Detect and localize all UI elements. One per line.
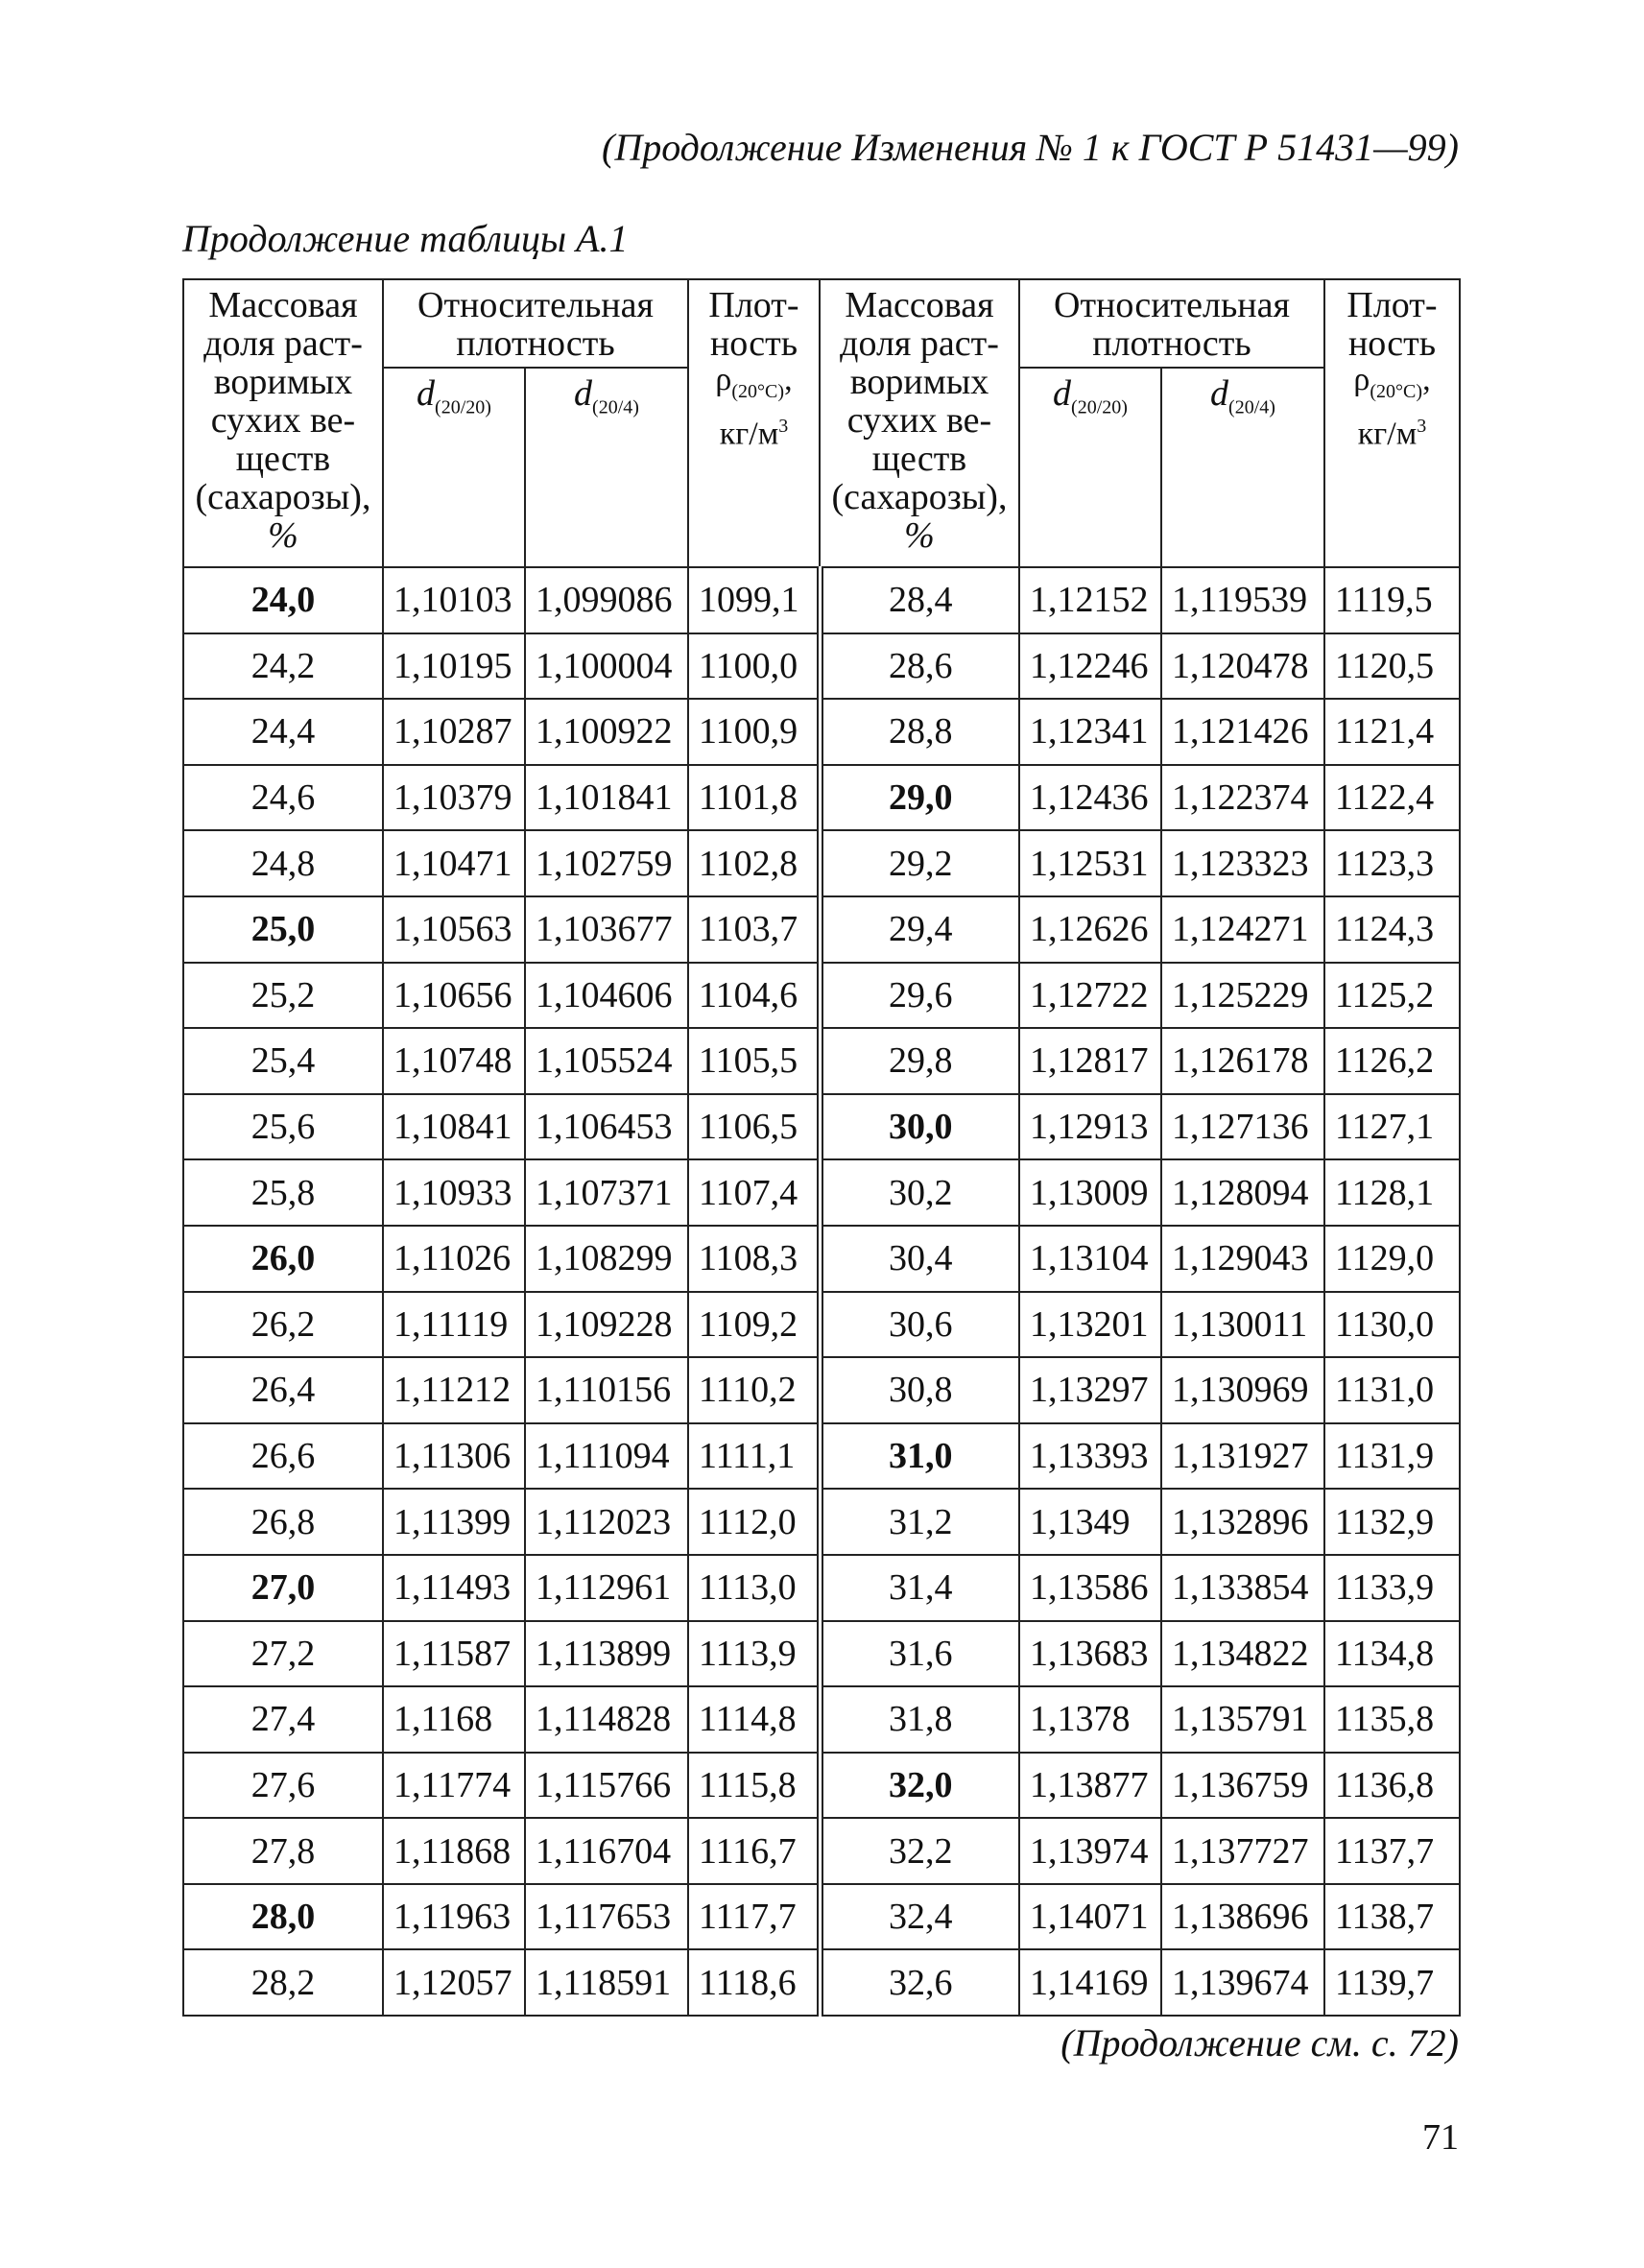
mass-fraction-cell: 30,2 — [820, 1159, 1019, 1226]
d2020-cell: 1,12436 — [1019, 765, 1161, 831]
d2020-cell: 1,10471 — [383, 830, 525, 896]
density-cell: 1109,2 — [688, 1292, 820, 1358]
density-cell: 1111,1 — [688, 1423, 820, 1490]
d204-cell: 1,100922 — [525, 699, 688, 765]
density-cell: 1130,0 — [1324, 1292, 1460, 1358]
density-unit-power: 3 — [778, 415, 789, 437]
density-cell: 1136,8 — [1324, 1753, 1460, 1819]
density-cell: 1115,8 — [688, 1753, 820, 1819]
d2020-cell: 1,13393 — [1019, 1423, 1161, 1490]
d204-cell: 1,101841 — [525, 765, 688, 831]
table-row — [183, 1884, 1460, 1950]
d2020-cell: 1,11399 — [383, 1489, 525, 1555]
density-cell: 1132,9 — [1324, 1489, 1460, 1555]
mass-fraction-cell: 30,6 — [820, 1292, 1019, 1358]
mass-fraction-cell: 24,2 — [183, 633, 383, 700]
mass-fraction-cell: 28,0 — [183, 1884, 383, 1950]
d204-cell: 1,118591 — [525, 1949, 688, 2016]
mass-fraction-cell: 32,0 — [820, 1753, 1019, 1819]
table-row — [183, 1818, 1460, 1884]
mass-fraction-cell: 28,8 — [820, 699, 1019, 765]
d204-cell: 1,104606 — [525, 963, 688, 1029]
table-row — [183, 1094, 1460, 1160]
col-relative-density-left: Относительная плотность — [383, 279, 688, 368]
mass-fraction-cell: 26,6 — [183, 1423, 383, 1490]
d204-cell: 1,110156 — [525, 1357, 688, 1423]
density-cell: 1118,6 — [688, 1949, 820, 2016]
d204-cell: 1,109228 — [525, 1292, 688, 1358]
mass-fraction-cell: 27,0 — [183, 1555, 383, 1621]
mass-fraction-cell: 30,4 — [820, 1226, 1019, 1292]
d2020-subscript: (20/20) — [435, 396, 491, 418]
d204-cell: 1,103677 — [525, 896, 688, 963]
d2020-cell: 1,11493 — [383, 1555, 525, 1621]
d204-cell: 1,127136 — [1161, 1094, 1324, 1160]
table-row — [183, 1159, 1460, 1226]
table-row — [183, 765, 1460, 831]
mass-fraction-header-line: воримых — [213, 362, 353, 402]
d2020-cell: 1,1378 — [1019, 1686, 1161, 1753]
d2020-cell: 1,10379 — [383, 765, 525, 831]
d204-cell: 1,139674 — [1161, 1949, 1324, 2016]
d204-cell: 1,135791 — [1161, 1686, 1324, 1753]
table-row — [183, 699, 1460, 765]
density-cell: 1127,1 — [1324, 1094, 1460, 1160]
d2020-cell: 1,10748 — [383, 1028, 525, 1094]
d2020-cell: 1,1168 — [383, 1686, 525, 1753]
d2020-cell: 1,12913 — [1019, 1094, 1161, 1160]
mass-fraction-cell: 24,6 — [183, 765, 383, 831]
d204-cell: 1,099086 — [525, 567, 688, 633]
d204-cell: 1,121426 — [1161, 699, 1324, 765]
density-cell: 1126,2 — [1324, 1028, 1460, 1094]
mass-fraction-header-line: сухих ве- — [846, 400, 992, 441]
d204-cell: 1,126178 — [1161, 1028, 1324, 1094]
d204-cell: 1,138696 — [1161, 1884, 1324, 1950]
density-cell: 1129,0 — [1324, 1226, 1460, 1292]
mass-fraction-cell: 29,0 — [820, 765, 1019, 831]
mass-fraction-cell: 27,6 — [183, 1753, 383, 1819]
density-cell: 1119,5 — [1324, 567, 1460, 633]
d204-cell: 1,119539 — [1161, 567, 1324, 633]
d204-cell: 1,136759 — [1161, 1753, 1324, 1819]
density-unit: кг/м — [1357, 416, 1418, 452]
mass-fraction-cell: 32,2 — [820, 1818, 1019, 1884]
density-cell: 1106,5 — [688, 1094, 820, 1160]
mass-fraction-cell: 31,4 — [820, 1555, 1019, 1621]
density-cell: 1101,8 — [688, 765, 820, 831]
mass-fraction-cell: 26,0 — [183, 1226, 383, 1292]
d2020-cell: 1,13297 — [1019, 1357, 1161, 1423]
mass-fraction-cell: 24,4 — [183, 699, 383, 765]
density-cell: 1133,9 — [1324, 1555, 1460, 1621]
col-density-right: Плот- ность $\rho_{(20^\circ С)}$, $кг/м^3$ — [1324, 279, 1460, 567]
density-cell: 1137,7 — [1324, 1818, 1460, 1884]
density-header-line: ность — [1347, 323, 1437, 364]
table-row — [183, 1423, 1460, 1490]
mass-fraction-cell: 25,2 — [183, 963, 383, 1029]
d2020-cell: 1,10841 — [383, 1094, 525, 1160]
mass-fraction-header-line: Массовая — [845, 285, 994, 325]
table-row — [183, 1292, 1460, 1358]
d2020-cell: 1,13009 — [1019, 1159, 1161, 1226]
d2020-cell: 1,12057 — [383, 1949, 525, 2016]
density-cell: 1120,5 — [1324, 633, 1460, 700]
d204-cell: 1,130969 — [1161, 1357, 1324, 1423]
mass-fraction-header-line: (сахарозы), — [831, 477, 1008, 517]
d204-cell: 1,112961 — [525, 1555, 688, 1621]
d204-cell: 1,111094 — [525, 1423, 688, 1490]
mass-fraction-header-line: сухих ве- — [210, 400, 356, 441]
mass-fraction-cell: 25,4 — [183, 1028, 383, 1094]
mass-fraction-cell: 24,0 — [183, 567, 383, 633]
table-row — [183, 1357, 1460, 1423]
d204-cell: 1,106453 — [525, 1094, 688, 1160]
mass-fraction-cell: 27,8 — [183, 1818, 383, 1884]
mass-fraction-cell: 26,8 — [183, 1489, 383, 1555]
d204-cell: 1,113899 — [525, 1621, 688, 1687]
d2020-cell: 1,10933 — [383, 1159, 525, 1226]
d2020-cell: 1,11026 — [383, 1226, 525, 1292]
d204-cell: 1,132896 — [1161, 1489, 1324, 1555]
mass-fraction-header-line: ществ — [871, 439, 967, 479]
mass-fraction-cell: 25,8 — [183, 1159, 383, 1226]
mass-fraction-cell: 29,4 — [820, 896, 1019, 963]
d2020-cell: 1,12152 — [1019, 567, 1161, 633]
density-cell: 1131,9 — [1324, 1423, 1460, 1490]
d2020-cell: 1,11868 — [383, 1818, 525, 1884]
d204-cell: 1,112023 — [525, 1489, 688, 1555]
d204-cell: 1,130011 — [1161, 1292, 1324, 1358]
mass-fraction-cell: 31,2 — [820, 1489, 1019, 1555]
density-cell: 1114,8 — [688, 1686, 820, 1753]
table-row — [183, 567, 1460, 633]
density-cell: 1117,7 — [688, 1884, 820, 1950]
d204-cell: 1,117653 — [525, 1884, 688, 1950]
col-mass-fraction-left — [183, 279, 383, 567]
col-d204-right — [1161, 368, 1324, 567]
mass-fraction-header-line: ществ — [235, 439, 331, 479]
page-number: 71 — [1422, 2117, 1459, 2158]
table-row — [183, 963, 1460, 1029]
table-row — [183, 1686, 1460, 1753]
table-row — [183, 1226, 1460, 1292]
table-caption: Продолжение таблицы А.1 — [182, 217, 629, 260]
col-density-left: Плот- ность $\rho_{(20^\circ С)}$, $кг/м^3$ — [688, 279, 820, 567]
d204-symbol: d — [1210, 373, 1229, 414]
d2020-symbol: d — [417, 373, 436, 414]
d2020-cell: 1,12531 — [1019, 830, 1161, 896]
d204-symbol: d — [574, 373, 593, 414]
mass-fraction-cell: 31,8 — [820, 1686, 1019, 1753]
density-cell: 1102,8 — [688, 830, 820, 896]
rho-subscript: (20°С) — [1370, 380, 1423, 402]
density-header-line: Плот- — [708, 285, 799, 325]
table-row — [183, 1949, 1460, 2016]
col-relative-density-right: Относительная плотность — [1019, 279, 1324, 368]
d204-cell: 1,116704 — [525, 1818, 688, 1884]
d2020-cell: 1,14071 — [1019, 1884, 1161, 1950]
d2020-cell: 1,11212 — [383, 1357, 525, 1423]
density-cell: 1100,0 — [688, 633, 820, 700]
mass-fraction-header-line: (сахарозы), — [195, 477, 371, 517]
d2020-cell: 1,14169 — [1019, 1949, 1161, 2016]
d204-cell: 1,131927 — [1161, 1423, 1324, 1490]
density-header-line: ность — [709, 323, 798, 364]
density-cell: 1138,7 — [1324, 1884, 1460, 1950]
running-header: (Продолжение Изменения № 1 к ГОСТ Р 51431—99) — [602, 126, 1459, 169]
d2020-cell: 1,10103 — [383, 567, 525, 633]
table-row — [183, 1028, 1460, 1094]
density-cell: 1116,7 — [688, 1818, 820, 1884]
d2020-cell: 1,11587 — [383, 1621, 525, 1687]
density-cell: 1099,1 — [688, 567, 820, 633]
density-cell: 1108,3 — [688, 1226, 820, 1292]
table-row — [183, 830, 1460, 896]
mass-fraction-cell: 26,4 — [183, 1357, 383, 1423]
d2020-cell: 1,12817 — [1019, 1028, 1161, 1094]
continuation-note: (Продолжение см. с. 72) — [1060, 2021, 1459, 2065]
table-row — [183, 1555, 1460, 1621]
d2020-cell: 1,12246 — [1019, 633, 1161, 700]
table-row — [183, 1489, 1460, 1555]
mass-fraction-cell: 32,4 — [820, 1884, 1019, 1950]
d2020-cell: 1,11119 — [383, 1292, 525, 1358]
d2020-cell: 1,13683 — [1019, 1621, 1161, 1687]
mass-fraction-header-line: % — [268, 515, 298, 556]
d2020-cell: 1,13586 — [1019, 1555, 1161, 1621]
d204-cell: 1,129043 — [1161, 1226, 1324, 1292]
col-mass-fraction-right — [820, 279, 1019, 567]
d2020-cell: 1,11774 — [383, 1753, 525, 1819]
mass-fraction-header-line: % — [904, 515, 935, 556]
table-row — [183, 1753, 1460, 1819]
d2020-cell: 1,13201 — [1019, 1292, 1161, 1358]
mass-fraction-cell: 24,8 — [183, 830, 383, 896]
d204-cell: 1,122374 — [1161, 765, 1324, 831]
density-cell: 1134,8 — [1324, 1621, 1460, 1687]
mass-fraction-cell: 27,2 — [183, 1621, 383, 1687]
density-cell: 1123,3 — [1324, 830, 1460, 896]
mass-fraction-header-line: доля раст- — [203, 323, 363, 364]
d2020-cell: 1,12722 — [1019, 963, 1161, 1029]
table-row — [183, 896, 1460, 963]
mass-fraction-cell: 29,2 — [820, 830, 1019, 896]
d204-cell: 1,115766 — [525, 1753, 688, 1819]
density-cell: 1113,9 — [688, 1621, 820, 1687]
mass-fraction-cell: 25,0 — [183, 896, 383, 963]
density-cell: 1122,4 — [1324, 765, 1460, 831]
density-cell: 1100,9 — [688, 699, 820, 765]
d204-cell: 1,105524 — [525, 1028, 688, 1094]
density-cell: 1112,0 — [688, 1489, 820, 1555]
density-cell: 1103,7 — [688, 896, 820, 963]
mass-fraction-cell: 29,8 — [820, 1028, 1019, 1094]
density-cell: 1135,8 — [1324, 1686, 1460, 1753]
density-cell: 1121,4 — [1324, 699, 1460, 765]
rho-subscript: (20°С) — [731, 380, 785, 402]
d204-cell: 1,102759 — [525, 830, 688, 896]
density-unit-power: 3 — [1417, 415, 1427, 437]
density-cell: 1124,3 — [1324, 896, 1460, 963]
rho-symbol: ρ — [715, 362, 732, 397]
density-cell: 1104,6 — [688, 963, 820, 1029]
mass-fraction-cell: 28,4 — [820, 567, 1019, 633]
mass-fraction-header-line: доля раст- — [840, 323, 999, 364]
d2020-cell: 1,12341 — [1019, 699, 1161, 765]
d2020-cell: 1,11306 — [383, 1423, 525, 1490]
d2020-cell: 1,10195 — [383, 633, 525, 700]
density-cell: 1105,5 — [688, 1028, 820, 1094]
density-unit: кг/м — [719, 416, 779, 452]
d204-cell: 1,128094 — [1161, 1159, 1324, 1226]
mass-fraction-cell: 32,6 — [820, 1949, 1019, 2016]
mass-fraction-cell: 30,8 — [820, 1357, 1019, 1423]
d204-cell: 1,107371 — [525, 1159, 688, 1226]
mass-fraction-cell: 29,6 — [820, 963, 1019, 1029]
density-cell: 1139,7 — [1324, 1949, 1460, 2016]
d2020-cell: 1,13877 — [1019, 1753, 1161, 1819]
density-cell: 1128,1 — [1324, 1159, 1460, 1226]
d204-cell: 1,125229 — [1161, 963, 1324, 1029]
d204-subscript: (20/4) — [592, 396, 639, 418]
d204-cell: 1,134822 — [1161, 1621, 1324, 1687]
mass-fraction-header-line: воримых — [849, 362, 989, 402]
mass-fraction-cell: 27,4 — [183, 1686, 383, 1753]
d2020-cell: 1,10656 — [383, 963, 525, 1029]
d204-cell: 1,120478 — [1161, 633, 1324, 700]
mass-fraction-cell: 31,0 — [820, 1423, 1019, 1490]
d2020-subscript: (20/20) — [1071, 396, 1128, 418]
col-d2020-left — [383, 368, 525, 567]
density-cell: 1107,4 — [688, 1159, 820, 1226]
mass-fraction-header-line: Массовая — [208, 285, 358, 325]
d2020-cell: 1,12626 — [1019, 896, 1161, 963]
d204-cell: 1,114828 — [525, 1686, 688, 1753]
col-d204-left — [525, 368, 688, 567]
mass-fraction-cell: 31,6 — [820, 1621, 1019, 1687]
table-row — [183, 1621, 1460, 1687]
d2020-cell: 1,1349 — [1019, 1489, 1161, 1555]
d2020-cell: 1,11963 — [383, 1884, 525, 1950]
d2020-cell: 1,13974 — [1019, 1818, 1161, 1884]
d204-cell: 1,108299 — [525, 1226, 688, 1292]
mass-fraction-cell: 30,0 — [820, 1094, 1019, 1160]
d204-cell: 1,133854 — [1161, 1555, 1324, 1621]
rho-symbol: ρ — [1353, 362, 1370, 397]
mass-fraction-cell: 28,6 — [820, 633, 1019, 700]
mass-fraction-cell: 25,6 — [183, 1094, 383, 1160]
density-header-line: Плот- — [1346, 285, 1438, 325]
d204-cell: 1,100004 — [525, 633, 688, 700]
d204-cell: 1,137727 — [1161, 1818, 1324, 1884]
col-d2020-right — [1019, 368, 1161, 567]
density-cell: 1113,0 — [688, 1555, 820, 1621]
d2020-cell: 1,10563 — [383, 896, 525, 963]
density-cell: 1125,2 — [1324, 963, 1460, 1029]
density-cell: 1110,2 — [688, 1357, 820, 1423]
mass-fraction-cell: 28,2 — [183, 1949, 383, 2016]
d204-subscript: (20/4) — [1228, 396, 1275, 418]
mass-fraction-cell: 26,2 — [183, 1292, 383, 1358]
density-cell: 1131,0 — [1324, 1357, 1460, 1423]
d204-cell: 1,123323 — [1161, 830, 1324, 896]
d2020-symbol: d — [1053, 373, 1072, 414]
d204-cell: 1,124271 — [1161, 896, 1324, 963]
d2020-cell: 1,10287 — [383, 699, 525, 765]
d2020-cell: 1,13104 — [1019, 1226, 1161, 1292]
table-row — [183, 633, 1460, 700]
density-table — [182, 278, 1461, 2017]
